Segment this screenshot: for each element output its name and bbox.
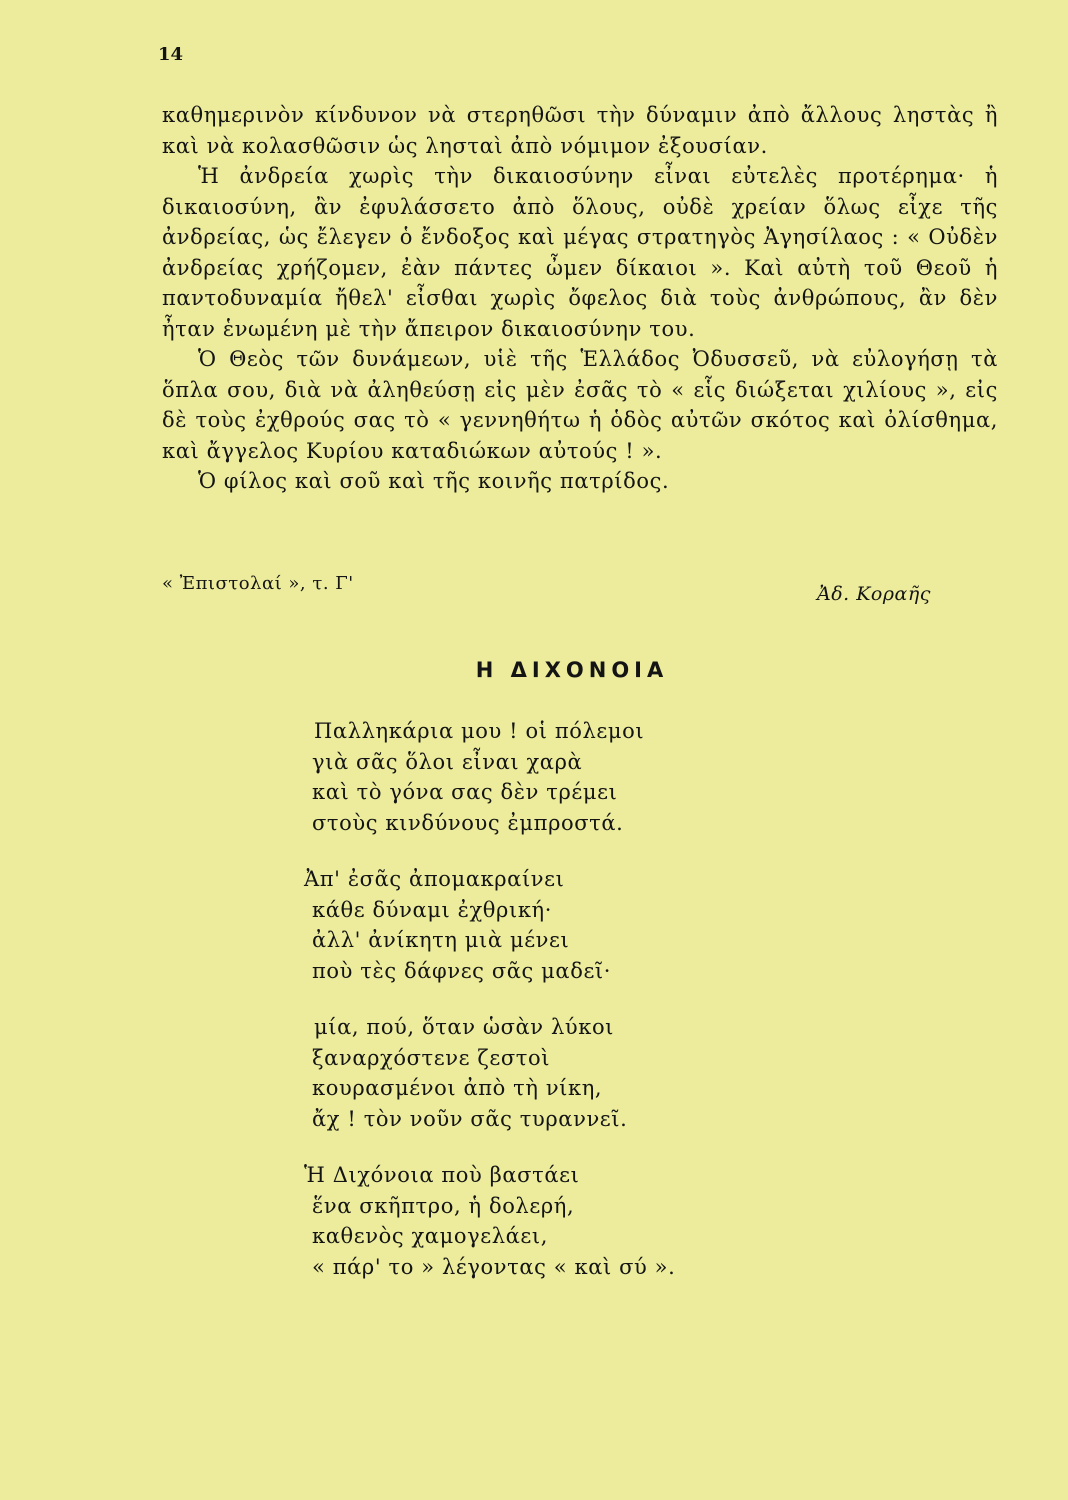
poem xyxy=(304,716,812,1308)
letter-paragraph-3: Ὁ Θεὸς τῶν δυνάμεων, υἱὲ τῆς Ἑλλάδος Ὀδυσσεῦ, νὰ εὐλογήσῃ τὰ ὅπλα σου, διὰ νὰ ἀληθεύσῃ εἰς μὲν ἐσᾶς τὸ « εἷς διώξεται χιλίους », εἰς δὲ τοὺς ἐχθρούς σας τὸ « γεννηθήτω ἡ ὁδὸς αὐτῶν σκότος καὶ ὀλίσθημα, καὶ ἄγγελος Κυρίου καταδιώκων αὐτούς ! ». xyxy=(162,347,998,463)
poem-stanza xyxy=(312,1012,812,1134)
poem-line: ἀλλ' ἀνίκητη μιὰ μένει xyxy=(312,928,570,952)
poem-line: καθενὸς χαμογελάει, xyxy=(312,1224,548,1248)
source-citation: « Ἐπιστολαί », τ. Γ' xyxy=(162,573,354,594)
poem-line: « πάρ' το » λέγοντας « καὶ σύ ». xyxy=(312,1254,676,1279)
letter-paragraph-1: καθημερινὸν κίνδυνον νὰ στερηθῶσι τὴν δύναμιν ἀπὸ ἄλλους ληστὰς ἢ καὶ νὰ κολασθῶσιν ὡς λησταὶ ἀπὸ νόμιμον ἐξουσίαν. xyxy=(162,103,998,158)
poem-line: Ἀπ' ἐσᾶς ἀπομακραίνει xyxy=(304,867,565,891)
poem-line: Ἡ Διχόνοια ποὺ βαστάει xyxy=(304,1163,580,1187)
poem-line: στοὺς κινδύνους ἐμπροστά. xyxy=(312,810,624,835)
poem-line: ἄχ ! τὸν νοῦν σᾶς τυραννεῖ. xyxy=(312,1106,628,1131)
poem-stanza xyxy=(312,716,812,838)
letter-paragraph-4: Ὁ φίλος καὶ σοῦ καὶ τῆς κοινῆς πατρίδος. xyxy=(198,469,670,493)
page-number: 14 xyxy=(158,44,184,65)
poem-line: μία, πού, ὅταν ὡσὰν λύκοι xyxy=(314,1015,615,1039)
poem-stanza xyxy=(304,1160,812,1282)
poem-line: κουρασμένοι ἀπὸ τὴ νίκη, xyxy=(312,1076,603,1100)
letter-paragraph-2: Ἡ ἀνδρεία χωρὶς τὴν δικαιοσύνην εἶναι εὐτελὲς προτέρημα· ἡ δικαιοσύνη, ἂν ἐφυλάσσετο ἀπὸ ὅλους, οὐδὲ χρείαν ὅλως εἶχε τῆς ἀνδρείας, ὡς ἔλεγεν ὁ ἔνδοξος καὶ μέγας στρατηγὸς Ἀγησίλαος : « Οὐδὲν ἀνδρείας χρήζομεν, ἐὰν πάντες ὦμεν δίκαιοι ». Καὶ αὐτὴ τοῦ Θεοῦ ἡ παντοδυναμία ἤθελ' εἶσθαι χωρὶς ὄφελος διὰ τοὺς ἀνθρώπους, ἂν δὲν ἦταν ἑνωμένη μὲ τὴν ἄπειρον δικαιοσύνην του. xyxy=(162,164,998,341)
poem-line: ἕνα σκῆπτρο, ἡ δολερή, xyxy=(312,1193,575,1218)
author-signature: Ἀδ. Κοραῆς xyxy=(817,583,931,605)
poem-line: γιὰ σᾶς ὅλοι εἶναι χαρὰ xyxy=(312,749,583,774)
poem-line: ξαναρχόστενε ζεστοὶ xyxy=(312,1045,551,1070)
poem-title: Η ΔΙΧΟΝΟΙΑ xyxy=(475,658,669,682)
poem-line: κάθε δύναμι ἐχθρική· xyxy=(312,897,553,922)
poem-stanza xyxy=(304,864,812,986)
poem-line: ποὺ τὲς δάφνες σᾶς μαδεῖ· xyxy=(312,958,612,983)
poem-line: καὶ τὸ γόνα σας δὲν τρέμει xyxy=(312,780,618,804)
letter-text xyxy=(162,100,998,497)
poem-line: Παλληκάρια μου ! οἱ πόλεμοι xyxy=(314,719,645,743)
